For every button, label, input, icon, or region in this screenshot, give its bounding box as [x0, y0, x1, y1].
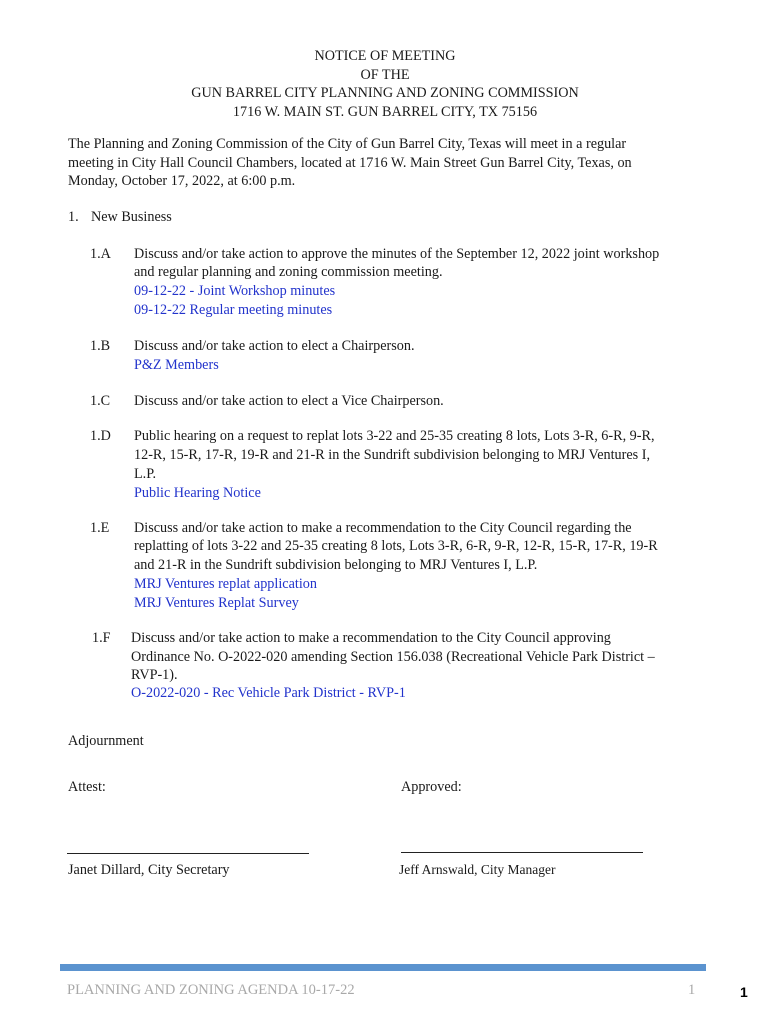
approved-label: Approved: — [401, 779, 462, 795]
address: 1716 W. MAIN ST. GUN BARREL CITY, TX 75156 — [232, 104, 538, 120]
notice-subtitle: OF THE — [360, 67, 410, 83]
item-text: 12-R, 15-R, 17-R, 19-R and 21-R in the Sundrift subdivision belonging to MRJ Ventures I, — [134, 447, 650, 463]
item-number: 1.D — [90, 428, 111, 444]
section-number: 1. — [68, 209, 79, 225]
approved-signature-line — [401, 852, 643, 853]
replat-survey-link[interactable]: MRJ Ventures Replat Survey — [134, 595, 299, 611]
item-text: RVP-1). — [131, 667, 178, 683]
item-text: replatting of lots 3-22 and 25-35 creating 8 lots, Lots 3-R, 6-R, 9-R, 12-R, 15-R, 17-R, 19-R — [134, 538, 658, 554]
replat-application-link[interactable]: MRJ Ventures replat application — [134, 576, 317, 592]
intro-line: The Planning and Zoning Commission of the City of Gun Barrel City, Texas will meet in a regular — [68, 136, 627, 152]
city-manager-name: Jeff Arnswald, City Manager — [399, 862, 556, 877]
item-text: Discuss and/or take action to elect a Chairperson. — [134, 338, 415, 354]
item-number: 1.E — [90, 520, 110, 536]
notice-title: NOTICE OF MEETING — [314, 48, 456, 64]
public-hearing-notice-link[interactable]: Public Hearing Notice — [134, 485, 261, 501]
item-text: Discuss and/or take action to elect a Vice Chairperson. — [134, 393, 444, 409]
item-number: 1.C — [90, 393, 111, 409]
item-text: Discuss and/or take action to make a recommendation to the City Council regarding the — [134, 520, 632, 536]
item-number: 1.A — [90, 246, 111, 262]
city-secretary-name: Janet Dillard, City Secretary — [68, 862, 230, 878]
item-text: L.P. — [134, 466, 157, 482]
item-number: 1.F — [92, 630, 111, 646]
section-title: New Business — [91, 209, 172, 225]
regular-meeting-minutes-link[interactable]: 09-12-22 Regular meeting minutes — [134, 302, 333, 318]
ordinance-link[interactable]: O-2022-020 - Rec Vehicle Park District - RVP-1 — [131, 685, 406, 701]
item-text: Public hearing on a request to replat lots 3-22 and 25-35 creating 8 lots, Lots 3-R, 6-R, 9-R, — [134, 428, 655, 444]
item-text: and 21-R in the Sundrift subdivision belonging to MRJ Ventures I, L.P. — [134, 557, 538, 573]
item-number: 1.B — [90, 338, 111, 354]
intro-line: Monday, October 17, 2022, at 6:00 p.m. — [68, 173, 296, 189]
footer-title: PLANNING AND ZONING AGENDA 10-17-22 — [67, 982, 355, 998]
attest-label: Attest: — [68, 779, 106, 795]
item-text: Discuss and/or take action to approve the minutes of the September 12, 2022 joint workshop — [134, 246, 660, 262]
viewer-page-indicator: 1 — [740, 984, 748, 1000]
adjournment: Adjournment — [68, 733, 144, 749]
footer-rule — [60, 964, 706, 971]
footer-page-number: 1 — [688, 982, 696, 998]
item-text: and regular planning and zoning commission meeting. — [134, 264, 443, 280]
item-text: Discuss and/or take action to make a recommendation to the City Council approving — [131, 630, 611, 646]
item-text: Ordinance No. O-2022-020 amending Section 156.038 (Recreational Vehicle Park District – — [131, 649, 655, 665]
intro-line: meeting in City Hall Council Chambers, located at 1716 W. Main Street Gun Barrel City, Texas, on — [68, 155, 632, 171]
pz-members-link[interactable]: P&Z Members — [134, 357, 219, 373]
joint-workshop-minutes-link[interactable]: 09-12-22 - Joint Workshop minutes — [134, 283, 336, 299]
commission-name: GUN BARREL CITY PLANNING AND ZONING COMMISSION — [191, 85, 579, 101]
attest-signature-line — [67, 853, 309, 854]
